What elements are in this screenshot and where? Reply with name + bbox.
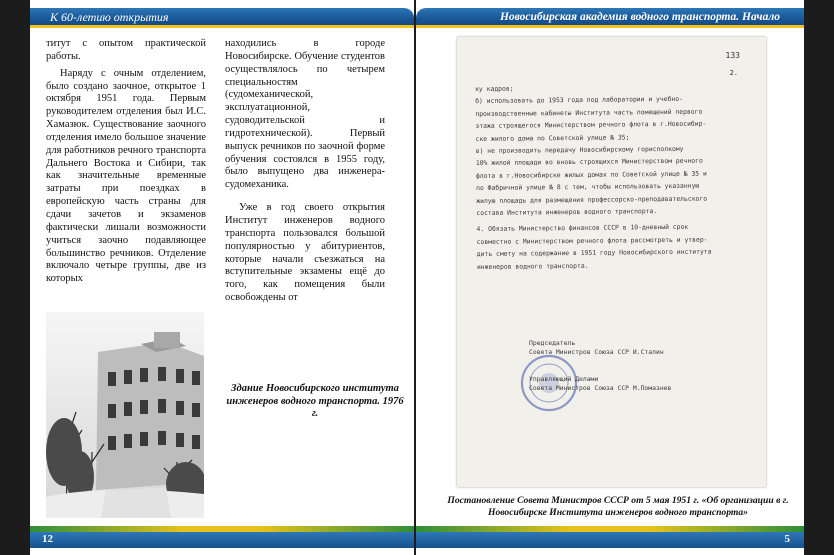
signature-line xyxy=(529,366,671,375)
decree-document-image xyxy=(457,37,766,487)
document-line: б) использовать до 1953 года под лаборатории и учебно- xyxy=(475,95,683,106)
right-header-stripe xyxy=(416,25,804,28)
document-line: производственные кабинеты Института часть помещений первого xyxy=(475,107,703,118)
left-footer-bar xyxy=(30,532,414,548)
signature-block xyxy=(529,339,671,393)
right-page-number: 5 xyxy=(784,533,790,545)
right-header-title: Новосибирская академия водного транспорта. Начало xyxy=(499,11,780,23)
paragraph: находились в городе Новосибирске. Обучение студентов осуществлялось по четырем специальностям (судомеханической, эксплуатационной, судоводительской и гидротехнической). Первый выпуск речников по заочной форме обучения состоялся в 1955 году, было выпущено два инженера-судомеханика. xyxy=(225,38,385,191)
document-line: в) не производить передачу Новосибирскому горисполкому xyxy=(475,144,684,156)
signature-line: Управляющий Делами xyxy=(529,375,599,383)
handwritten-number: 133 xyxy=(725,51,740,60)
building-photo-image xyxy=(46,312,204,518)
document-line: состава Института инженеров водного транспорта. xyxy=(476,207,658,218)
left-header-title: К 60-летию открытия xyxy=(50,10,169,24)
document-line: ку кадров; xyxy=(475,84,514,93)
document-body xyxy=(475,80,758,273)
text-column-2 xyxy=(225,38,385,305)
document-line: инженеров водного транспорта. xyxy=(476,261,589,271)
document-page-mark: 2. xyxy=(729,69,738,77)
left-page-number: 12 xyxy=(42,533,53,545)
document-line: этажа строящегося Министерством речного флота в г.Новосибир- xyxy=(475,119,707,131)
signature-line: Председатель xyxy=(529,339,576,347)
signature-line: Совета Министров Союза ССР М.Помазнев xyxy=(529,384,672,392)
document-caption: Постановление Совета Министров СССР от 5 мая 1951 г. «Об организации в г. Новосибирске Института инженеров водного транспорта» xyxy=(447,495,789,518)
document-line: по Фабричной улице № 8 с тем, чтобы использовать указанную xyxy=(476,181,700,193)
right-footer-bar xyxy=(416,532,804,548)
document-line: ске жилого дома по Советской улице № 35; xyxy=(475,133,630,143)
left-page xyxy=(30,0,414,555)
left-header-stripe xyxy=(30,25,414,28)
document-line: 10% жилой площади во вновь строящихся Министерством речного xyxy=(475,157,703,168)
paragraph: Наряду с очным отделением, было создано заочное, открытое 1 октября 1951 года. Первым руководителем отделения был И.С. Хамазюк. Существование заочного отделения имело большое значение для работников речного транспорта Дальнего Востока и Сибири, так как значительные временные затраты при поездках в европейскую часть страны для сдачи зачетов и экзаменов фактически лишали возможности учиться заочно подавляющее большинство речников. Отделение включало четыре группы, две из которых xyxy=(46,67,206,285)
document-line: флота в г.Новосибирске жилых домах по Советской улице № 35 и xyxy=(475,169,707,180)
document-line: совместно с Министерством речного флота рассмотреть и утвер- xyxy=(476,235,708,246)
paragraph: Уже в год своего открытия Институт инженеров водного транспорта пользовался большой популярностью у абитуриентов, которые начали съезжаться на вступительные экзамены ещё до того, как помещения были освобождены от xyxy=(225,202,385,304)
right-page xyxy=(416,0,804,555)
paragraph: титут с опытом практической работы. xyxy=(46,38,206,62)
document-line: 4. Обязать Министерство финансов СССР в 10-дневный срок xyxy=(476,223,689,234)
document-line: жилую площадь для размещения профессорско-преподавательского xyxy=(476,194,708,205)
document-line: дить смету на содержание в 1951 году Новосибирского института xyxy=(476,247,712,259)
building-photo xyxy=(46,312,204,518)
text-column-1 xyxy=(46,38,206,286)
signature-line xyxy=(529,357,671,366)
signature-line: Совета Министров Союза ССР И.Сталин xyxy=(529,348,664,356)
photo-caption: Здание Новосибирского института инженеров водного транспорта. 1976 г. xyxy=(226,383,404,419)
